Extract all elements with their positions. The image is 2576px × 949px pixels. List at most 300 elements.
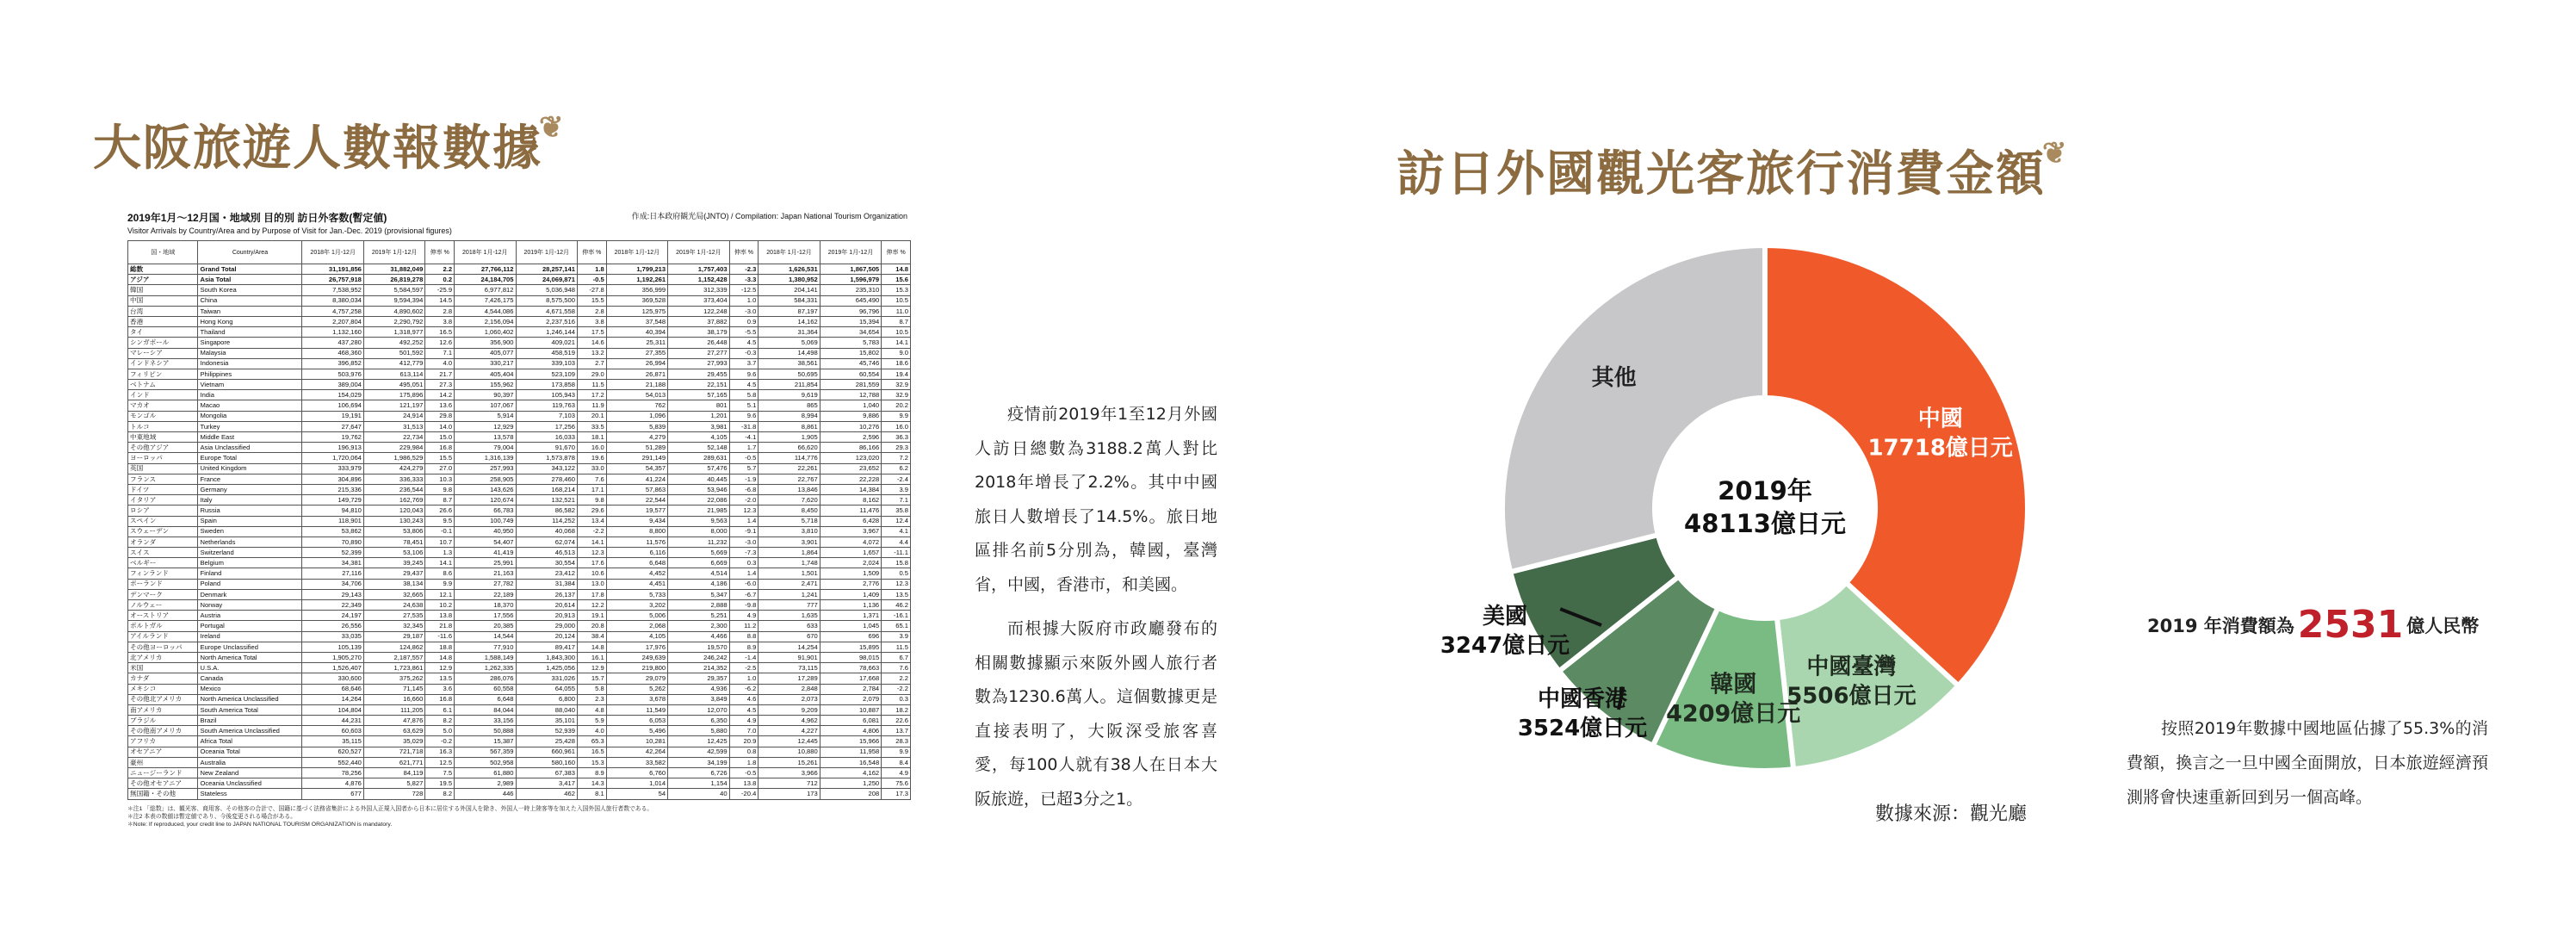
- table-cell: 91,901: [759, 652, 820, 662]
- table-header-cell: 2018年 1月-12月: [606, 241, 667, 264]
- table-cell: Austria: [198, 611, 302, 621]
- table-cell: 1,501: [759, 568, 820, 579]
- table-cell: 5,251: [668, 611, 729, 621]
- table-cell: 6,760: [606, 768, 667, 778]
- table-cell: -27.8: [577, 285, 606, 295]
- table-cell: 389,004: [302, 380, 363, 390]
- table-cell: Oceania Total: [198, 747, 302, 757]
- table-cell: 105,139: [302, 642, 363, 652]
- table-cell: 6,648: [606, 558, 667, 568]
- table-cell: 65.3: [577, 736, 606, 747]
- table-cell: 17.5: [577, 327, 606, 338]
- table-cell: 1,192,261: [606, 275, 667, 285]
- table-cell: 257,993: [455, 463, 516, 474]
- table-cell: 278,460: [516, 474, 577, 484]
- table-cell: 356,999: [606, 285, 667, 295]
- table-cell: France: [198, 474, 302, 484]
- table-cell: 8.4: [882, 757, 911, 767]
- table-cell: 1,380,952: [759, 275, 820, 285]
- table-cell: 4.6: [729, 694, 759, 704]
- table-cell: -6.2: [729, 684, 759, 694]
- table-cell: 4,962: [759, 716, 820, 726]
- table-cell: 47,876: [363, 716, 424, 726]
- table-cell: 424,279: [363, 463, 424, 474]
- table-cell: 1,425,056: [516, 663, 577, 673]
- table-cell: -9.8: [729, 600, 759, 611]
- table-cell: 621,771: [363, 757, 424, 767]
- table-title: 2019年1月～12月国・地域別 目的別 訪日外客数(暫定値): [127, 212, 387, 224]
- table-cell: 46,513: [516, 548, 577, 558]
- table-row: [128, 453, 911, 463]
- table-cell: 19.1: [577, 611, 606, 621]
- table-cell: Spain: [198, 516, 302, 526]
- table-cell: 33,156: [455, 716, 516, 726]
- table-cell: U.S.A.: [198, 663, 302, 673]
- table-cell: 57,863: [606, 484, 667, 494]
- table-cell: 8.1: [577, 789, 606, 799]
- table-cell: 米国: [128, 663, 198, 673]
- table-cell: 17.1: [577, 484, 606, 494]
- table-cell: 11,232: [668, 537, 729, 547]
- table-cell: Africa Total: [198, 736, 302, 747]
- table-cell: 20,385: [455, 621, 516, 631]
- table-cell: 584,331: [759, 295, 820, 306]
- table-cell: 12.9: [425, 663, 455, 673]
- table-cell: 111,205: [363, 704, 424, 715]
- table-cell: 106,694: [302, 400, 363, 411]
- table-cell: 12,070: [668, 704, 729, 715]
- table-cell: 11,549: [606, 704, 667, 715]
- table-cell: Switzerland: [198, 548, 302, 558]
- table-cell: 38,179: [668, 327, 729, 338]
- table-cell: 29.6: [577, 506, 606, 516]
- table-cell: 17,556: [455, 611, 516, 621]
- table-cell: 118,901: [302, 516, 363, 526]
- table-cell: 16,033: [516, 432, 577, 443]
- table-cell: 1,409: [820, 589, 881, 599]
- table-row: [128, 652, 911, 662]
- table-cell: 3,417: [516, 778, 577, 789]
- table-cell: 405,404: [455, 369, 516, 379]
- table-cell: 66,783: [455, 506, 516, 516]
- table-cell: 124,862: [363, 642, 424, 652]
- table-cell: 豪州: [128, 757, 198, 767]
- table-cell: Germany: [198, 484, 302, 494]
- table-cell: 5,006: [606, 611, 667, 621]
- table-cell: 3.6: [425, 684, 455, 694]
- table-cell: 2,596: [820, 432, 881, 443]
- table-cell: 1,060,402: [455, 327, 516, 338]
- table-cell: 24,184,705: [455, 275, 516, 285]
- table-cell: 15.8: [882, 558, 911, 568]
- table-cell: 68,646: [302, 684, 363, 694]
- table-cell: 333,979: [302, 463, 363, 474]
- table-cell: 32.9: [882, 390, 911, 400]
- table-cell: 173: [759, 789, 820, 799]
- table-cell: 15,387: [455, 736, 516, 747]
- table-cell: ニュージーランド: [128, 768, 198, 778]
- table-cell: 16.5: [577, 747, 606, 757]
- table-cell: 1.0: [729, 673, 759, 684]
- donut-center: [1658, 401, 1872, 615]
- table-cell: 31,191,856: [302, 264, 363, 275]
- table-cell: オーストリア: [128, 611, 198, 621]
- table-cell: その他オセアニア: [128, 778, 198, 789]
- table-cell: 15.5: [425, 453, 455, 463]
- table-cell: 4.0: [425, 358, 455, 369]
- table-cell: 15.7: [577, 673, 606, 684]
- table-cell: 12.5: [425, 757, 455, 767]
- table-cell: 100,749: [455, 516, 516, 526]
- table-row: [128, 548, 911, 558]
- table-cell: 219,800: [606, 663, 667, 673]
- table-cell: 20,913: [516, 611, 577, 621]
- table-cell: 38,561: [759, 358, 820, 369]
- table-cell: -1.9: [729, 474, 759, 484]
- table-cell: 78,663: [820, 663, 881, 673]
- table-cell: 4,162: [820, 768, 881, 778]
- table-cell: 154,029: [302, 390, 363, 400]
- table-row: [128, 432, 911, 443]
- table-cell: 13,578: [455, 432, 516, 443]
- table-cell: 0.3: [882, 694, 911, 704]
- table-cell: 2,237,516: [516, 316, 577, 326]
- table-cell: 38,134: [363, 579, 424, 589]
- table-cell: 3,901: [759, 537, 820, 547]
- table-cell: マレーシア: [128, 348, 198, 358]
- table-cell: Philippines: [198, 369, 302, 379]
- table-cell: 35,101: [516, 716, 577, 726]
- table-cell: 98,015: [820, 652, 881, 662]
- table-cell: オランダ: [128, 537, 198, 547]
- table-cell: 6.2: [882, 463, 911, 474]
- table-cell: 6,726: [668, 768, 729, 778]
- table-row: [128, 306, 911, 316]
- table-cell: 15.3: [882, 285, 911, 295]
- table-cell: 12.2: [577, 600, 606, 611]
- table-cell: 52,939: [516, 726, 577, 736]
- table-cell: -11.6: [425, 631, 455, 642]
- table-cell: 8.6: [425, 568, 455, 579]
- slice-name-label: 中國香港: [1537, 686, 1628, 712]
- table-cell: 39,245: [363, 558, 424, 568]
- table-cell: 3,810: [759, 526, 820, 537]
- table-cell: 20.1: [577, 411, 606, 421]
- table-cell: Vietnam: [198, 380, 302, 390]
- table-cell: 0.5: [882, 568, 911, 579]
- table-cell: オセアニア: [128, 747, 198, 757]
- table-cell: 9.6: [729, 369, 759, 379]
- table-cell: ベルギー: [128, 558, 198, 568]
- table-cell: 22,228: [820, 474, 881, 484]
- table-cell: -2.4: [882, 474, 911, 484]
- table-row: [128, 663, 911, 673]
- center-total-label: 48113億日元: [1684, 509, 1846, 538]
- table-cell: マカオ: [128, 400, 198, 411]
- table-cell: 14.6: [577, 338, 606, 348]
- table-cell: 17.6: [577, 558, 606, 568]
- table-cell: 801: [668, 400, 729, 411]
- table-cell: 6,081: [820, 716, 881, 726]
- table-cell: -3.0: [729, 306, 759, 316]
- table-cell: 2,888: [668, 600, 729, 611]
- table-cell: 4,936: [668, 684, 729, 694]
- table-cell: 369,528: [606, 295, 667, 306]
- spending-donut-chart: [1440, 207, 2066, 801]
- table-cell: 458,519: [516, 348, 577, 358]
- table-cell: Mongolia: [198, 411, 302, 421]
- table-cell: 26,819,278: [363, 275, 424, 285]
- table-cell: 2,207,804: [302, 316, 363, 326]
- table-cell: 4.9: [729, 716, 759, 726]
- table-cell: 2,068: [606, 621, 667, 631]
- table-cell: 61,880: [455, 768, 516, 778]
- table-cell: 14.5: [425, 295, 455, 306]
- table-cell: 27,355: [606, 348, 667, 358]
- table-cell: 0.9: [729, 316, 759, 326]
- table-cell: 2,073: [759, 694, 820, 704]
- slice-value-label: 4209億日元: [1666, 700, 1801, 728]
- table-cell: 16,548: [820, 757, 881, 767]
- table-cell: Turkey: [198, 421, 302, 431]
- table-cell: 3.7: [729, 358, 759, 369]
- table-cell: 27,647: [302, 421, 363, 431]
- table-row: [128, 369, 911, 379]
- table-cell: 2.2: [425, 264, 455, 275]
- table-cell: 312,339: [668, 285, 729, 295]
- table-cell: 9,886: [820, 411, 881, 421]
- table-cell: 6,977,812: [455, 285, 516, 295]
- table-cell: Malaysia: [198, 348, 302, 358]
- table-cell: 3,981: [668, 421, 729, 431]
- table-cell: 8.7: [882, 316, 911, 326]
- slice-value-label: 3524億日元: [1517, 716, 1648, 741]
- table-cell: 5,069: [759, 338, 820, 348]
- table-cell: 12.3: [577, 548, 606, 558]
- table-cell: 94,810: [302, 506, 363, 516]
- table-row: [128, 778, 911, 789]
- table-cell: 24,069,871: [516, 275, 577, 285]
- table-header-row: [128, 241, 911, 264]
- table-cell: -0.5: [729, 768, 759, 778]
- table-cell: 7.1: [882, 495, 911, 506]
- table-cell: ロシア: [128, 506, 198, 516]
- table-cell: 235,310: [820, 285, 881, 295]
- table-cell: -0.5: [729, 453, 759, 463]
- slice-value-label: 3247億日元: [1440, 633, 1570, 659]
- table-cell: 114,776: [759, 453, 820, 463]
- table-cell: 22,261: [759, 463, 820, 474]
- table-cell: 5,733: [606, 589, 667, 599]
- table-cell: 120,674: [455, 495, 516, 506]
- table-cell: 34,706: [302, 579, 363, 589]
- table-cell: ポルトガル: [128, 621, 198, 631]
- table-cell: 4.5: [729, 380, 759, 390]
- table-source-note: 作成:日本政府観光局(JNTO) / Compilation: Japan National Tourism Organization: [631, 212, 907, 220]
- table-header-cell: 伸率 %: [882, 241, 911, 264]
- table-cell: 14.1: [882, 338, 911, 348]
- table-cell: 24,197: [302, 611, 363, 621]
- table-cell: 5,584,597: [363, 285, 424, 295]
- table-cell: フィンランド: [128, 568, 198, 579]
- table-row: [128, 390, 911, 400]
- table-cell: 3,849: [668, 694, 729, 704]
- table-cell: -0.2: [425, 736, 455, 747]
- table-cell: 8,380,034: [302, 295, 363, 306]
- table-cell: 5,880: [668, 726, 729, 736]
- table-cell: 9.8: [425, 484, 455, 494]
- table-cell: 29.3: [882, 443, 911, 453]
- table-cell: 67,383: [516, 768, 577, 778]
- table-cell: 4,105: [668, 432, 729, 443]
- table-cell: 33,582: [606, 757, 667, 767]
- table-cell: 17,256: [516, 421, 577, 431]
- table-row: [128, 411, 911, 421]
- table-cell: 1,864: [759, 548, 820, 558]
- table-cell: その他北アメリカ: [128, 694, 198, 704]
- table-cell: 14,254: [759, 642, 820, 652]
- table-cell: 11,576: [606, 537, 667, 547]
- table-cell: 777: [759, 600, 820, 611]
- table-cell: 11.5: [577, 380, 606, 390]
- table-cell: 14,384: [820, 484, 881, 494]
- table-cell: 19,577: [606, 506, 667, 516]
- table-cell: 291,149: [606, 453, 667, 463]
- table-cell: 1,748: [759, 558, 820, 568]
- table-cell: 4.9: [729, 611, 759, 621]
- paragraph: 按照2019年數據中國地區佔據了55.3%的消費額，換言之一旦中國全面開放，日本旅遊經濟預測將會快速重新回到另一個高峰。: [2127, 719, 2488, 807]
- table-row: [128, 285, 911, 295]
- table-cell: North America Total: [198, 652, 302, 662]
- table-cell: 18.1: [577, 432, 606, 443]
- table-cell: 台湾: [128, 306, 198, 316]
- table-cell: 16.8: [425, 443, 455, 453]
- table-cell: 613,114: [363, 369, 424, 379]
- table-cell: 762: [606, 400, 667, 411]
- table-cell: 5,718: [759, 516, 820, 526]
- table-row: [128, 757, 911, 767]
- table-cell: カナダ: [128, 673, 198, 684]
- table-cell: 6,800: [516, 694, 577, 704]
- table-cell: 123,020: [820, 453, 881, 463]
- table-cell: 14.8: [577, 642, 606, 652]
- table-cell: 27,535: [363, 611, 424, 621]
- table-cell: 7.5: [425, 768, 455, 778]
- table-cell: 16.0: [882, 421, 911, 431]
- table-cell: 6,053: [606, 716, 667, 726]
- table-cell: 14,264: [302, 694, 363, 704]
- table-cell: 17.8: [577, 589, 606, 599]
- table-header-cell: 伸率 %: [577, 241, 606, 264]
- table-cell: Ireland: [198, 631, 302, 642]
- table-row: [128, 358, 911, 369]
- table-cell: 620,527: [302, 747, 363, 757]
- table-cell: Portugal: [198, 621, 302, 631]
- table-cell: 42,264: [606, 747, 667, 757]
- table-cell: 10.6: [577, 568, 606, 579]
- table-cell: 22,734: [363, 432, 424, 443]
- table-cell: -6.7: [729, 589, 759, 599]
- table-cell: 149,729: [302, 495, 363, 506]
- table-cell: Asia Unclassified: [198, 443, 302, 453]
- data-source: 數據來源：觀光廳: [1875, 803, 2028, 825]
- table-cell: 8,994: [759, 411, 820, 421]
- table-cell: 19.6: [577, 453, 606, 463]
- table-cell: 57,476: [668, 463, 729, 474]
- table-row: [128, 789, 911, 799]
- table-cell: 南アメリカ: [128, 704, 198, 715]
- table-cell: 304,896: [302, 474, 363, 484]
- table-cell: 15.6: [882, 275, 911, 285]
- table-row: [128, 537, 911, 547]
- table-cell: 502,958: [455, 757, 516, 767]
- table-cell: 52,399: [302, 548, 363, 558]
- slice-value-label: 17718億日元: [1867, 435, 2013, 462]
- table-cell: 26,757,918: [302, 275, 363, 285]
- table-row: [128, 516, 911, 526]
- table-cell: 11.9: [577, 400, 606, 411]
- table-cell: 670: [759, 631, 820, 642]
- table-cell: 63,629: [363, 726, 424, 736]
- table-cell: -3.3: [729, 275, 759, 285]
- table-row: [128, 726, 911, 736]
- table-cell: 12.3: [882, 579, 911, 589]
- table-cell: 27,277: [668, 348, 729, 358]
- table-cell: 3,678: [606, 694, 667, 704]
- table-cell: 405,077: [455, 348, 516, 358]
- title-swirl-icon: ❦: [2042, 136, 2069, 171]
- table-cell: 236,544: [363, 484, 424, 494]
- table-cell: 2,776: [820, 579, 881, 589]
- table-cell: 60,558: [455, 684, 516, 694]
- table-cell: 5,262: [606, 684, 667, 694]
- table-cell: 15,802: [820, 348, 881, 358]
- table-cell: 0.3: [729, 558, 759, 568]
- table-cell: 412,779: [363, 358, 424, 369]
- table-cell: 4.0: [577, 726, 606, 736]
- table-cell: 1,152,428: [668, 275, 729, 285]
- table-cell: -2.3: [729, 264, 759, 275]
- table-cell: 2,300: [668, 621, 729, 631]
- table-cell: ベトナム: [128, 380, 198, 390]
- table-row: [128, 716, 911, 726]
- table-cell: -2.5: [729, 663, 759, 673]
- table-header-cell: 2018年 1月-12月: [302, 241, 363, 264]
- table-cell: 2,187,557: [363, 652, 424, 662]
- table-cell: New Zealand: [198, 768, 302, 778]
- table-cell: 1,096: [606, 411, 667, 421]
- table-cell: 19.4: [882, 369, 911, 379]
- table-cell: 12.3: [729, 506, 759, 516]
- table-cell: 4.4: [882, 537, 911, 547]
- paragraph: 而根據大阪府市政廳發布的相關數據顯示來阪外國人旅行者數為1230.6萬人。這個數據更是直接表明了，大阪深受旅客喜愛，每100人就有38人在日本大阪旅遊，已超3分之1。: [975, 619, 1217, 809]
- table-cell: 8,800: [606, 526, 667, 537]
- table-cell: 1,526,407: [302, 663, 363, 673]
- table-cell: 7.6: [577, 474, 606, 484]
- table-cell: 9,619: [759, 390, 820, 400]
- table-cell: 6,116: [606, 548, 667, 558]
- table-cell: 5.8: [577, 684, 606, 694]
- table-cell: -2.2: [577, 526, 606, 537]
- table-cell: 29.8: [425, 411, 455, 421]
- annual-suffix: 億人民幣: [2406, 616, 2480, 636]
- table-cell: -1.4: [729, 652, 759, 662]
- table-cell: 10,887: [820, 704, 881, 715]
- table-cell: 27,993: [668, 358, 729, 369]
- table-cell: 196,913: [302, 443, 363, 453]
- table-cell: 2,848: [759, 684, 820, 694]
- table-cell: 中東地域: [128, 432, 198, 443]
